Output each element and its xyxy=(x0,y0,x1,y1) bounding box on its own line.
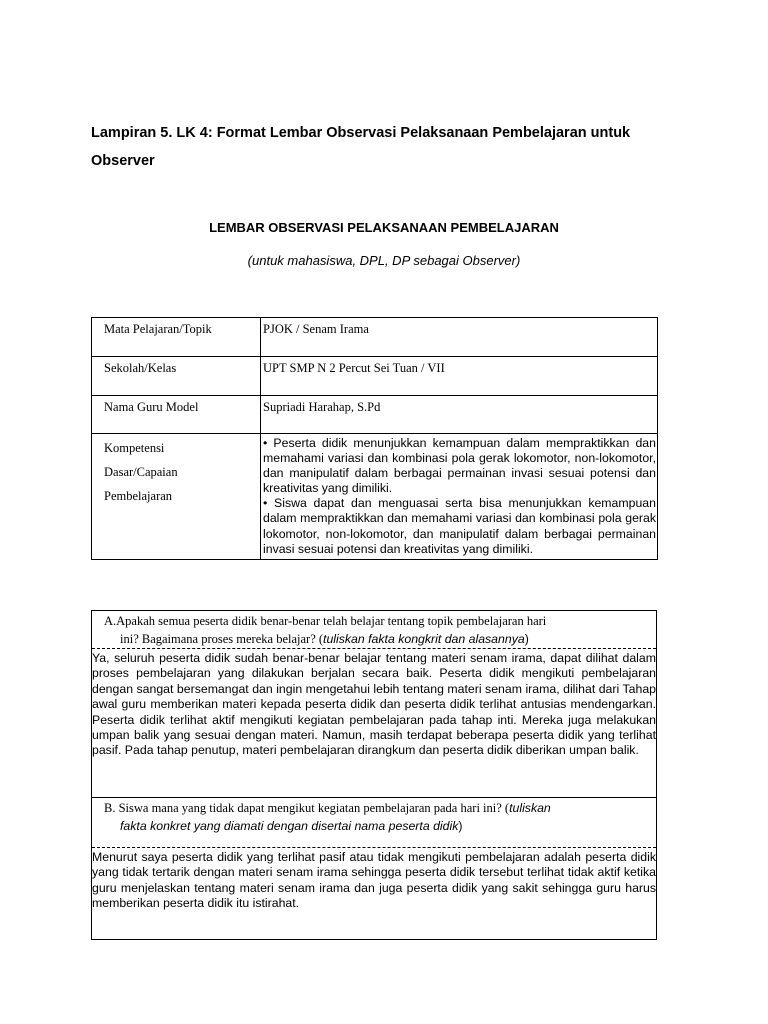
question-a xyxy=(92,611,656,648)
school-value: UPT SMP N 2 Percut Sei Tuan / VII xyxy=(261,357,658,396)
question-a-line xyxy=(104,630,652,648)
identity-table xyxy=(91,317,658,560)
question-b xyxy=(92,798,656,847)
competency-point: • Peserta didik menunjukkan kemampuan dalam mempraktikkan dan memahami variasi dan kombinasi pola gerak lokomotor, non-lokomotor, dan manipulatif dalam berbagai permainan invasi sesuai potensi dan kreativitas yang dimiliki. xyxy=(263,436,656,496)
table-row xyxy=(92,318,658,357)
question-b-line xyxy=(104,799,652,817)
competency-value xyxy=(261,434,658,560)
question-b-text: B. Siswa mana yang tidak dapat mengikut kegiatan pembelajaran pada hari ini? ( xyxy=(104,801,510,815)
question-b-hint: tuliskan xyxy=(509,801,551,815)
question-a-close: ) xyxy=(524,632,529,646)
answer-a-cell xyxy=(92,649,656,797)
subject-value: PJOK / Senam Irama xyxy=(261,318,658,357)
form-title: LEMBAR OBSERVASI PELAKSANAAN PEMBELAJARAN xyxy=(209,220,559,235)
subject-label: Mata Pelajaran/Topik xyxy=(92,318,261,357)
competency-label-line: Dasar/Capaian xyxy=(104,465,178,479)
observation-box xyxy=(91,610,657,940)
answer-b: Menurut saya peserta didik yang terlihat pasif atau tidak mengikuti pembelajaran adalah peserta didik yang tidak tertarik dengan materi senam irama sehingga peserta didik tersebut terlihat tidak aktif ketika guru menjelaskan tentang materi senam irama dan juga peserta didik yang sakit sehingga guru harus memberikan peserta didik itu istirahat. xyxy=(92,850,656,911)
answer-a: Ya, seluruh peserta didik sudah benar-benar belajar tentang materi senam irama, dapat dilihat dalam proses pembelajaran yang dilakukan berjalan secara baik. Peserta didik mengikuti pembelajaran dengan sangat bersemangat dan ingin mengetahui lebih tentang materi senam irama, dilihat dari Tahap awal guru memberikan materi kepada peserta didik dan peserta didik terlihat antusias mendengarkan. Peserta didik terlihat aktif mengikuti kegiatan pembelajaran pada tahap inti. Mereka juga melakukan umpan balik yang sesuai dengan materi. Namun, masih terdapat beberapa peserta didik yang terlihat pasif. Pada tahap penutup, materi pembelajaran dirangkum dan peserta didik diberikan umpan balik. xyxy=(92,651,656,758)
question-b-close: ) xyxy=(458,819,463,833)
teacher-label: Nama Guru Model xyxy=(92,396,261,434)
competency-point: • Siswa dapat dan menguasai serta bisa menunjukkan kemampuan dalam mempraktikkan dan memahami variasi dan kombinasi pola gerak lokomotor, non-lokomotor, dan manipulatif dalam berbagai permainan invasi sesuai potensi dan kreativitas yang dimiliki. xyxy=(263,496,656,556)
document-title: Lampiran 5. LK 4: Format Lembar Observasi Pelaksanaan Pembelajaran untuk Observer xyxy=(91,125,631,169)
question-b-line xyxy=(104,817,652,835)
form-subtitle: (untuk mahasiswa, DPL, DP sebagai Observer) xyxy=(247,253,521,268)
answer-b-cell xyxy=(92,848,656,912)
competency-label-line: Pembelajaran xyxy=(104,489,173,503)
table-row xyxy=(92,396,658,434)
question-a-text: ini? Bagaimana proses mereka belajar? ( xyxy=(120,632,324,646)
teacher-value: Supriadi Harahap, S.Pd xyxy=(261,396,658,434)
question-a-hint: tuliskan fakta kongkrit dan alasannya xyxy=(323,632,525,646)
competency-label xyxy=(92,434,261,560)
school-label: Sekolah/Kelas xyxy=(92,357,261,396)
table-row xyxy=(92,434,658,560)
competency-label-line: Kompetensi xyxy=(104,441,165,455)
question-a-line: A.Apakah semua peserta didik benar-benar telah belajar tentang topik pembelajaran hari xyxy=(104,614,547,628)
question-b-hint: fakta konkret yang diamati dengan disertai nama peserta didik xyxy=(120,819,459,833)
table-row xyxy=(92,357,658,396)
